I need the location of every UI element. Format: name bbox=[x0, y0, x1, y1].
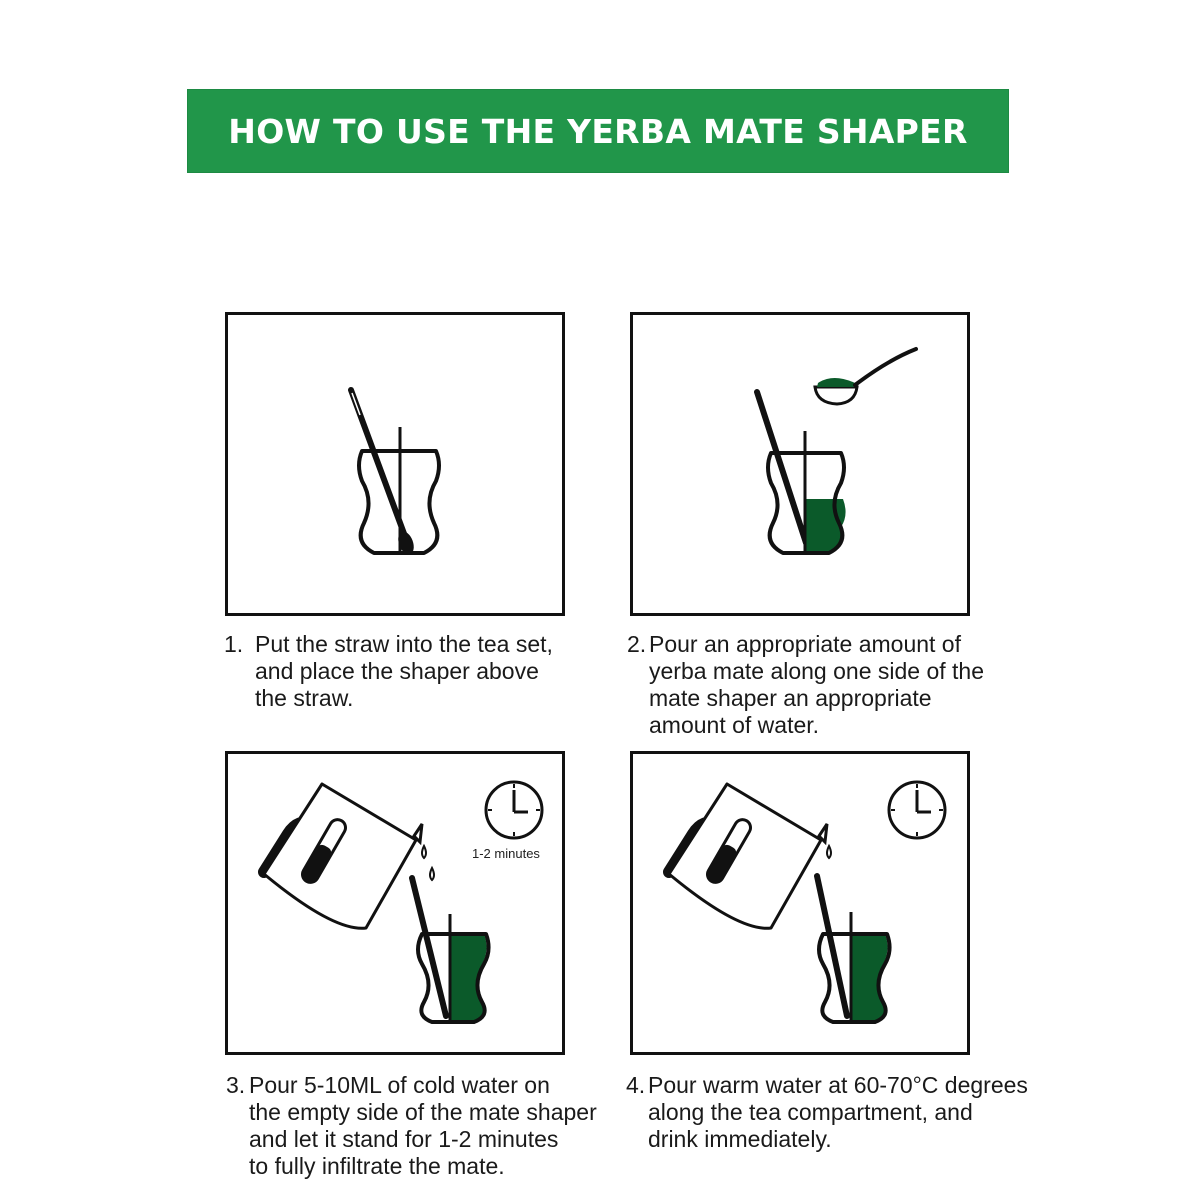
clock-icon bbox=[486, 782, 542, 838]
spoon-icon bbox=[815, 349, 916, 404]
step-2-caption bbox=[627, 631, 984, 739]
step-3-caption bbox=[226, 1072, 597, 1180]
step-3-svg bbox=[228, 754, 562, 1052]
step-text-line: Pour an appropriate amount of bbox=[649, 631, 961, 657]
step-number: 4. bbox=[626, 1072, 646, 1098]
step-text-line: Put the straw into the tea set, bbox=[255, 631, 553, 657]
step-text-line: and place the shaper above bbox=[255, 658, 539, 684]
step-number: 3. bbox=[226, 1072, 246, 1098]
step-1-svg bbox=[228, 315, 562, 613]
step-text-line: mate shaper an appropriate bbox=[649, 685, 932, 711]
step-number: 1. bbox=[224, 631, 244, 657]
step-text-line: amount of water. bbox=[649, 712, 820, 738]
title-banner bbox=[187, 89, 1009, 173]
step-4-caption bbox=[626, 1072, 1028, 1153]
kettle-icon bbox=[264, 784, 422, 928]
step-text-line: and let it stand for 1-2 minutes bbox=[249, 1126, 559, 1152]
mate-liquid bbox=[851, 934, 888, 1022]
bombilla-straw-icon bbox=[757, 392, 806, 543]
step-text-line: Pour warm water at 60-70°C degrees bbox=[648, 1072, 1028, 1098]
water-drops-icon bbox=[422, 846, 434, 880]
step-text-line: the straw. bbox=[255, 685, 354, 711]
step-number: 2. bbox=[627, 631, 647, 657]
step-1-illustration bbox=[225, 312, 565, 616]
step-3-illustration bbox=[225, 751, 565, 1055]
mate-liquid bbox=[450, 934, 487, 1022]
step-1-caption bbox=[224, 631, 553, 712]
clock-label: 1-2 minutes bbox=[472, 846, 540, 861]
page-title: HOW TO USE THE YERBA MATE SHAPER bbox=[228, 111, 968, 151]
step-2-svg bbox=[633, 315, 967, 613]
kettle-icon bbox=[669, 784, 827, 928]
water-drops-icon bbox=[827, 846, 831, 858]
step-text-line: Pour 5-10ML of cold water on bbox=[249, 1072, 550, 1098]
step-text-line: yerba mate along one side of the bbox=[649, 658, 985, 684]
step-4-svg bbox=[633, 754, 967, 1052]
step-2-illustration bbox=[630, 312, 970, 616]
step-text-line: to fully infiltrate the mate. bbox=[249, 1153, 505, 1179]
clock-icon bbox=[889, 782, 945, 838]
step-text-line: the empty side of the mate shaper bbox=[249, 1099, 597, 1125]
step-4-illustration bbox=[630, 751, 970, 1055]
step-text-line: along the tea compartment, and bbox=[648, 1099, 973, 1125]
bombilla-straw-icon bbox=[817, 876, 847, 1016]
step-text-line: drink immediately. bbox=[648, 1126, 832, 1152]
